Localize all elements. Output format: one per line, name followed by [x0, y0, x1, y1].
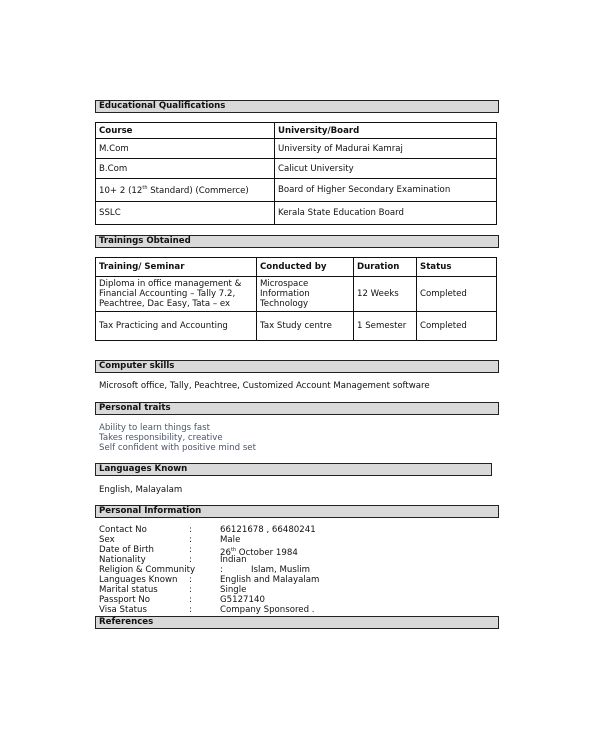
- languages-header: Languages Known: [95, 463, 492, 476]
- info-row: Marital status : Single: [99, 585, 247, 595]
- table-row: M.Com University of Madurai Kamraj: [96, 139, 497, 159]
- col-university: University/Board: [275, 123, 497, 139]
- traits-list: [99, 423, 256, 453]
- info-row: Nationality : Indian: [99, 555, 247, 565]
- info-row: Passport No : G5127140: [99, 595, 265, 605]
- trainings-header: Trainings Obtained: [95, 235, 499, 248]
- info-row: Visa Status : Company Sponsored .: [99, 605, 315, 615]
- info-row: Contact No : 66121678 , 66480241: [99, 525, 316, 535]
- info-row: Religion & Community : Islam, Muslim: [99, 565, 310, 575]
- table-row: Tax Practicing and Accounting Tax Study centre 1 Semester Completed: [96, 312, 497, 341]
- personal-traits-header: Personal traits: [95, 402, 499, 415]
- info-row: Languages Known : English and Malayalam: [99, 575, 320, 585]
- education-table: [95, 122, 497, 225]
- table-row: B.Com Calicut University: [96, 159, 497, 179]
- table-row: Diploma in office management & Financial Accounting – Tally 7.2, Peachtree, Dac Easy, Tata – ex Microspace Information Technology 12 Weeks Completed: [96, 277, 497, 312]
- personal-info-header: Personal Information: [95, 505, 499, 518]
- languages-text: English, Malayalam: [99, 485, 183, 495]
- col-course: Course: [96, 123, 275, 139]
- computer-skills-text: Microsoft office, Tally, Peachtree, Customized Account Management software: [99, 381, 430, 391]
- table-row: SSLC Kerala State Education Board: [96, 202, 497, 225]
- personal-info-list: [99, 525, 459, 615]
- list-item: Self confident with positive mind set: [99, 443, 256, 453]
- info-row: Sex : Male: [99, 535, 241, 545]
- table-row: 10+ 2 (12th Standard) (Commerce) Board of Higher Secondary Examination: [96, 179, 497, 202]
- list-item: Ability to learn things fast: [99, 423, 210, 433]
- trainings-table: Training/ Seminar Conducted by Duration Status Diploma in office management & Financial Accounting – Tally 7.2, Peachtree, Dac Easy, Tata – ex Microspace Information Technology 12 Weeks Completed Tax Practicing and Accounting Tax Study centre 1 Semester Completed: [95, 257, 497, 341]
- info-row: Date of Birth : 26th October 1984: [99, 545, 298, 558]
- education-header: Educational Qualifications: [95, 100, 499, 113]
- references-header: References: [95, 616, 499, 629]
- computer-skills-header: Computer skills: [95, 360, 499, 373]
- list-item: Takes responsibility, creative: [99, 433, 223, 443]
